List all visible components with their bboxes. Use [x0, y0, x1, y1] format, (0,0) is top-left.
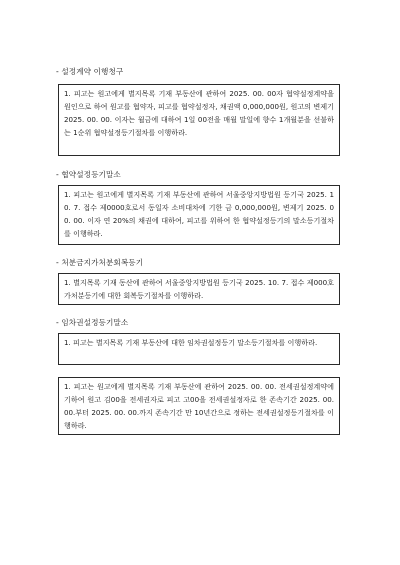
section-heading-lease-cancellation: - 임차권설정등기말소	[56, 318, 129, 327]
clause-box-jeonse-right	[58, 377, 340, 435]
section-heading-setting-contract: - 설정계약 이행청구	[56, 67, 124, 76]
clause-box-lease-cancellation	[58, 333, 340, 365]
clause-text: 1. 피고는 원고에게 별지목록 기재 부동산에 관하여 2025. 00. 00자 협약설정계약을 원인으로 하여 원고를 협약자, 피고를 협약설정자, 채권액 0,000,000원, 원고의 변제기 2025. 00. 00. 이자는 월금에 대하여 1일 00전을 매월 말일에 향수 1개월분을 선불하는 1순위 협약설정등기절차를 이행하라.	[64, 89, 334, 137]
clause-box-agreement-cancellation	[58, 185, 340, 245]
clause-text: 1. 피고는 원고에게 별지목록 기재 부동산에 관하여 2025. 00. 00. 전세권설정계약에 기하여 원고 김00을 전세권자로 피고 고00을 전세권설정자로 한 존속기간 2025. 00. 00.부터 2025. 00. 00.까지 존속기간 만 10년간으로 정하는 전세권설정등기절차를 이행하라.	[64, 382, 334, 430]
clause-box-setting-contract	[58, 84, 340, 156]
clause-text: 1. 별지목록 기재 동산에 관하여 서울중앙지방법원 등기국 2025. 10. 7. 접수 제000호 가처분등기에 대한 회복등기절차를 이행하라.	[64, 278, 334, 300]
section-heading-agreement-cancellation: - 협약설정등기말소	[56, 170, 121, 179]
section-heading-injunction-restoration: - 처분금지가처분회복등기	[56, 258, 144, 267]
clause-text: 1. 피고는 별지목록 기재 부동산에 대한 임차권설정등기 말소등기절차를 이행하라.	[64, 338, 318, 347]
clause-text: 1. 피고는 원고에게 별지목록 기재 부동산에 관하여 서울중앙지방법원 등기국 2025. 10. 7. 접수 제0000호로서 동일자 소비대차에 기한 금 0,000,000원, 변제기 2025. 00. 00. 이자 연 20%의 채권에 대하여, 피고를 위하여 한 협약설정등기의 말소등기절차를 이행하라.	[64, 190, 334, 238]
clause-box-injunction-restoration	[58, 273, 340, 305]
